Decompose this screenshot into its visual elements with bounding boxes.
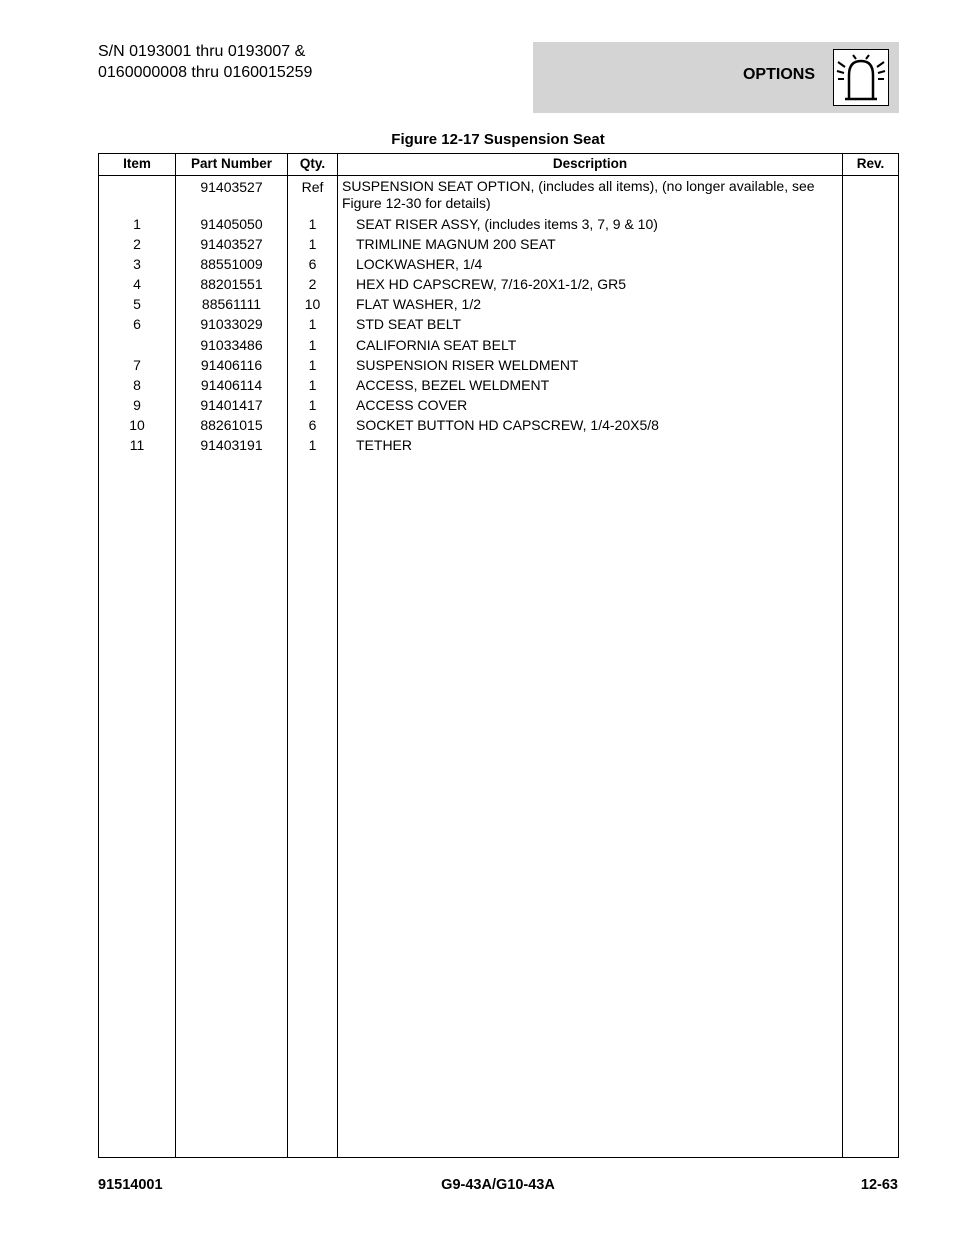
part-number-cell: 91406114 <box>200 376 263 393</box>
qty-cell: 2 <box>308 276 317 293</box>
item-cell: 1 <box>133 216 141 232</box>
qty-cell: 1 <box>308 236 317 253</box>
qty-cell: 10 <box>304 296 321 313</box>
qty-cell: 1 <box>308 336 317 353</box>
part-number-cell: 91033029 <box>200 316 263 333</box>
part-number-cell: 91405050 <box>200 216 263 232</box>
item-cell: 2 <box>133 236 141 253</box>
description-cell: FLAT WASHER, 1/2 <box>356 296 481 313</box>
description-cell: SOCKET BUTTON HD CAPSCREW, 1/4-20X5/8 <box>356 416 659 433</box>
figure-title: Figure 12-17 Suspension Seat <box>391 131 605 148</box>
item-cell: 4 <box>133 276 141 293</box>
description-cell: STD SEAT BELT <box>356 316 462 333</box>
part-number-cell: 91403527 <box>200 179 263 195</box>
table-row <box>99 314 898 334</box>
table-row <box>99 435 898 455</box>
description-cell: ACCESS COVER <box>356 396 468 413</box>
footer-model: G9-43A/G10-43A <box>441 1177 555 1193</box>
description-cell: CALIFORNIA SEAT BELT <box>356 336 517 353</box>
table-row <box>99 254 898 274</box>
serial-line-2: 0160000008 thru 0160015259 <box>98 64 313 81</box>
qty-cell: 6 <box>308 416 317 433</box>
table-row <box>99 375 898 395</box>
description-cell: HEX HD CAPSCREW, 7/16-20X1-1/2, GR5 <box>356 276 626 293</box>
item-cell: 7 <box>133 356 141 373</box>
part-number-cell: 88201551 <box>200 276 263 293</box>
table-row <box>99 415 898 435</box>
description-cell: TETHER <box>356 437 412 454</box>
beacon-light-icon <box>833 49 889 106</box>
serial-number-range <box>98 41 312 83</box>
description-cell <box>342 177 832 212</box>
column-header-rev: Rev. <box>856 156 885 171</box>
part-number-cell: 91403191 <box>200 437 263 454</box>
table-row <box>99 355 898 375</box>
qty-cell: 1 <box>308 376 317 393</box>
table-row <box>99 335 898 355</box>
footer-manual-number: 91514001 <box>98 1177 163 1193</box>
qty-cell: Ref <box>301 179 324 195</box>
section-title: OPTIONS <box>742 66 815 83</box>
section-banner <box>533 42 899 113</box>
qty-cell: 1 <box>308 216 317 232</box>
column-header-qty: Qty. <box>299 156 326 171</box>
table-row <box>99 294 898 314</box>
table-row <box>99 234 898 254</box>
footer-page-number: 12-63 <box>860 1177 898 1193</box>
description-cell: SUSPENSION RISER WELDMENT <box>356 356 579 373</box>
part-number-cell: 88551009 <box>200 256 263 273</box>
table-row <box>99 274 898 294</box>
description-cell: ACCESS, BEZEL WELDMENT <box>356 376 550 393</box>
table-row <box>99 177 898 214</box>
parts-table <box>98 153 899 1158</box>
description-cell: TRIMLINE MAGNUM 200 SEAT <box>356 236 556 253</box>
column-header-item: Item <box>123 156 151 171</box>
description-line-2: Figure 12-30 for details) <box>342 195 491 211</box>
serial-line-1: S/N 0193001 thru 0193007 & <box>98 43 306 60</box>
description-line-1: SUSPENSION SEAT OPTION, (includes all items), (no longer available, see <box>342 178 815 194</box>
part-number-cell: 91403527 <box>200 236 263 253</box>
table-row <box>99 395 898 415</box>
part-number-cell: 91401417 <box>200 396 263 413</box>
part-number-cell: 91033486 <box>200 336 263 353</box>
part-number-cell: 88561111 <box>201 296 262 313</box>
item-cell: 5 <box>133 296 141 313</box>
qty-cell: 1 <box>308 396 317 413</box>
column-header-description: Description <box>552 156 628 171</box>
qty-cell: 1 <box>308 316 317 333</box>
qty-cell: 1 <box>308 437 317 454</box>
description-cell: SEAT RISER ASSY, (includes items 3, 7, 9 & 10) <box>356 216 658 232</box>
table-row <box>99 214 898 234</box>
item-cell: 11 <box>129 437 145 454</box>
item-cell: 9 <box>133 396 141 413</box>
part-number-cell: 88261015 <box>200 416 263 433</box>
item-cell: 3 <box>133 256 141 273</box>
qty-cell: 1 <box>308 356 317 373</box>
item-cell: 10 <box>129 416 145 433</box>
table-body <box>99 177 898 455</box>
part-number-cell: 91406116 <box>200 356 263 373</box>
item-cell: 6 <box>133 316 141 333</box>
item-cell: 8 <box>133 376 141 393</box>
qty-cell: 6 <box>308 256 317 273</box>
column-header-part-number: Part Number <box>190 156 273 171</box>
description-cell: LOCKWASHER, 1/4 <box>356 256 483 273</box>
